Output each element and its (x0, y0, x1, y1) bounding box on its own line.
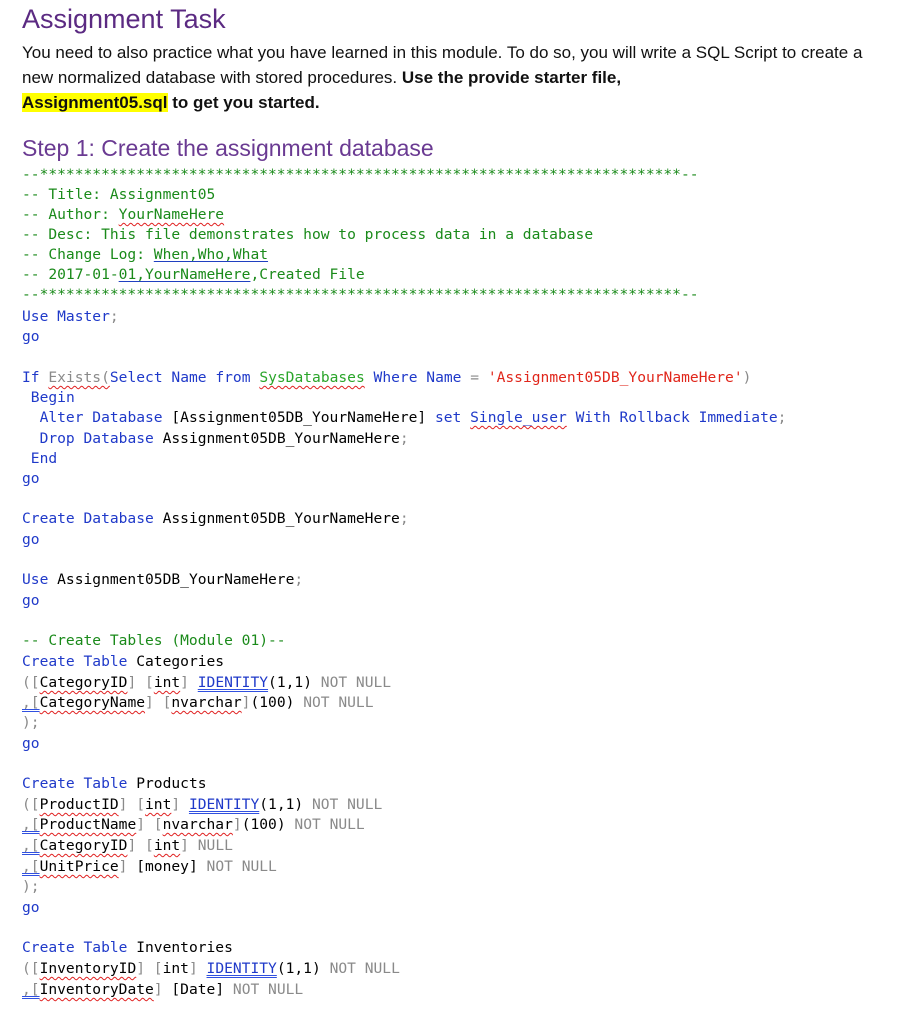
not-null: NOT NULL (206, 858, 277, 875)
kw-use: Use (22, 571, 49, 588)
code-line (22, 591, 40, 611)
kw-where: Where (373, 369, 418, 386)
code-line (22, 570, 303, 590)
type-int: int (162, 960, 189, 977)
code-line (22, 205, 224, 225)
code-line: ,[UnitPrice] [money] NOT NULL (22, 858, 277, 875)
col-inventorydate: InventoryDate (39, 981, 154, 998)
comma-bracket: ,[ (22, 837, 40, 854)
type-nvarchar: nvarchar (162, 816, 233, 833)
semicolon: ; (294, 571, 304, 588)
kw-alter-database: Alter Database (39, 409, 163, 426)
code-line (22, 713, 40, 733)
kw-select: Select (109, 369, 163, 386)
size-100: (100) (241, 816, 286, 833)
code-line (22, 774, 207, 794)
col-inventoryid: InventoryID (39, 960, 137, 977)
kw-from: from (215, 369, 251, 386)
size-100: (100) (250, 694, 295, 711)
kw-if: If (22, 369, 40, 386)
not-null: NOT NULL (294, 816, 365, 833)
not-null: NOT NULL (303, 694, 374, 711)
starter-file-highlight: Assignment05.sql (22, 93, 168, 112)
code-line (22, 898, 40, 918)
code-line (22, 408, 786, 428)
table-products: Products (127, 775, 207, 792)
alter-target: [Assignment05DB_YourNameHere] (162, 409, 435, 426)
type-nvarchar: nvarchar (171, 694, 242, 711)
code-line (22, 185, 215, 205)
kw-name: Name (171, 369, 207, 386)
equals: = (470, 369, 480, 386)
kw-drop-database: Drop Database (39, 430, 154, 447)
null: NULL (197, 837, 233, 854)
code-line (22, 165, 699, 185)
close-stmt: ); (22, 714, 40, 731)
comment-desc: -- Desc: This file demonstrates how to process data in a database (22, 226, 594, 243)
kw-go: go (22, 470, 40, 487)
log-suffix: ,Created File (250, 266, 365, 283)
kw-go: go (22, 592, 40, 609)
code-line (22, 509, 409, 529)
col-categoryname: CategoryName (39, 694, 146, 711)
fn-identity: IDENTITY (197, 674, 269, 691)
db-string: 'Assignment05DB_YourNameHere' (487, 369, 743, 386)
comment-changelog: -- Change Log: (22, 246, 154, 263)
kw-with-rollback: With Rollback Immediate (575, 409, 778, 426)
intro-text: You need to also practice what you have learned in this module. To do so, you will write a SQL Script to create a new normalized database with stored procedures. (22, 43, 863, 87)
master-name: Master (48, 308, 110, 325)
code-line (22, 631, 286, 651)
table-inventories: Inventories (127, 939, 233, 956)
comment-stars-bottom: --*************************************************************************-- (22, 286, 699, 303)
drop-target: Assignment05DB_YourNameHere (153, 430, 400, 447)
not-null: NOT NULL (320, 674, 392, 691)
fn-exists: Exists( (48, 369, 110, 386)
kw-set: set (434, 409, 462, 426)
type-money: [money] (136, 858, 198, 875)
comment-log-date: -- 2017-01- (22, 266, 119, 283)
code-line (22, 307, 119, 327)
kw-end: End (30, 450, 58, 467)
type-date: [Date] (171, 981, 225, 998)
create-db-target: Assignment05DB_YourNameHere (153, 510, 400, 527)
code-line (22, 530, 40, 550)
code-line (22, 877, 40, 897)
kw-go: go (22, 531, 40, 548)
kw-create-database: Create Database (22, 510, 154, 527)
col-categoryid: CategoryID (39, 674, 128, 691)
intro-bold-end: to get you started. (167, 93, 320, 112)
identity-args: (1,1) (268, 674, 312, 691)
code-line (22, 327, 40, 347)
heading-step1: Step 1: Create the assignment database (22, 135, 434, 161)
code-line (22, 469, 40, 489)
comment-stars-top: --*************************************************************************-- (22, 166, 699, 183)
not-null: NOT NULL (329, 960, 400, 977)
kw-use: Use (22, 308, 49, 325)
code-line (22, 388, 75, 408)
identity-args: (1,1) (276, 960, 321, 977)
semicolon: ; (399, 510, 409, 527)
comma-bracket: ,[ (22, 981, 40, 998)
author-name: YourNameHere (118, 206, 225, 223)
close-paren: ) (742, 369, 752, 386)
use-target: Assignment05DB_YourNameHere (48, 571, 295, 588)
kw-go: go (22, 899, 40, 916)
code-line (22, 652, 224, 672)
open-bracket: ([ (22, 796, 40, 813)
code-line (22, 285, 699, 305)
intro-paragraph (22, 40, 892, 115)
kw-name-2: Name (426, 369, 462, 386)
code-line (22, 938, 233, 958)
type-int: int (153, 674, 181, 691)
not-null: NOT NULL (232, 981, 304, 998)
code-line: ([InventoryID] [int] IDENTITY(1,1) NOT NULL (22, 960, 400, 977)
kw-go: go (22, 328, 40, 345)
close-stmt: ); (22, 878, 40, 895)
code-line (22, 225, 593, 245)
col-productid: ProductID (39, 796, 119, 813)
comma-bracket: ,[ (22, 816, 40, 833)
col-productname: ProductName (39, 816, 137, 833)
kw-create-table: Create Table (22, 775, 128, 792)
intro-bold: Use the provide starter file, (401, 68, 622, 87)
semicolon: ; (777, 409, 787, 426)
code-line (22, 245, 268, 265)
open-bracket: ([ (22, 960, 40, 977)
changelog-value: When,Who,What (153, 246, 269, 263)
code-line: ,[ProductName] [nvarchar](100) NOT NULL (22, 816, 365, 833)
code-line (22, 368, 751, 388)
code-line: ,[InventoryDate] [Date] NOT NULL (22, 981, 304, 998)
not-null: NOT NULL (311, 796, 383, 813)
fn-identity: IDENTITY (206, 960, 277, 977)
col-categoryid: CategoryID (39, 837, 128, 854)
kw-create-table: Create Table (22, 653, 128, 670)
code-line (22, 734, 40, 754)
code-line (22, 449, 57, 469)
kw-create-table: Create Table (22, 939, 128, 956)
type-int: int (145, 796, 172, 813)
heading-assignment-task: Assignment Task (22, 4, 226, 34)
kw-begin: Begin (30, 389, 75, 406)
code-line: ([CategoryID] [int] IDENTITY(1,1) NOT NULL (22, 674, 392, 691)
identity-args: (1,1) (259, 796, 304, 813)
comment-author: -- Author: (22, 206, 119, 223)
comma-bracket: ,[ (22, 858, 40, 875)
semicolon: ; (109, 308, 119, 325)
kw-go: go (22, 735, 40, 752)
open-bracket: ([ (22, 674, 40, 691)
col-unitprice: UnitPrice (39, 858, 119, 875)
comment-create-tables: -- Create Tables (Module 01)-- (22, 632, 286, 649)
code-line: ([ProductID] [int] IDENTITY(1,1) NOT NULL (22, 796, 383, 813)
code-line (22, 429, 409, 449)
code-line (22, 265, 365, 285)
comma-bracket: ,[ (22, 694, 40, 711)
single-user: Single_user (470, 409, 567, 426)
table-categories: Categories (127, 653, 225, 670)
log-day-author: 01,YourNameHere (118, 266, 251, 283)
fn-identity: IDENTITY (188, 796, 260, 813)
type-int: int (153, 837, 181, 854)
sysdatabases: SysDatabases (259, 369, 365, 386)
code-line: ,[CategoryName] [nvarchar](100) NOT NULL (22, 694, 374, 711)
semicolon: ; (399, 430, 409, 447)
code-line: ,[CategoryID] [int] NULL (22, 837, 233, 854)
comment-title: -- Title: Assignment05 (22, 186, 216, 203)
